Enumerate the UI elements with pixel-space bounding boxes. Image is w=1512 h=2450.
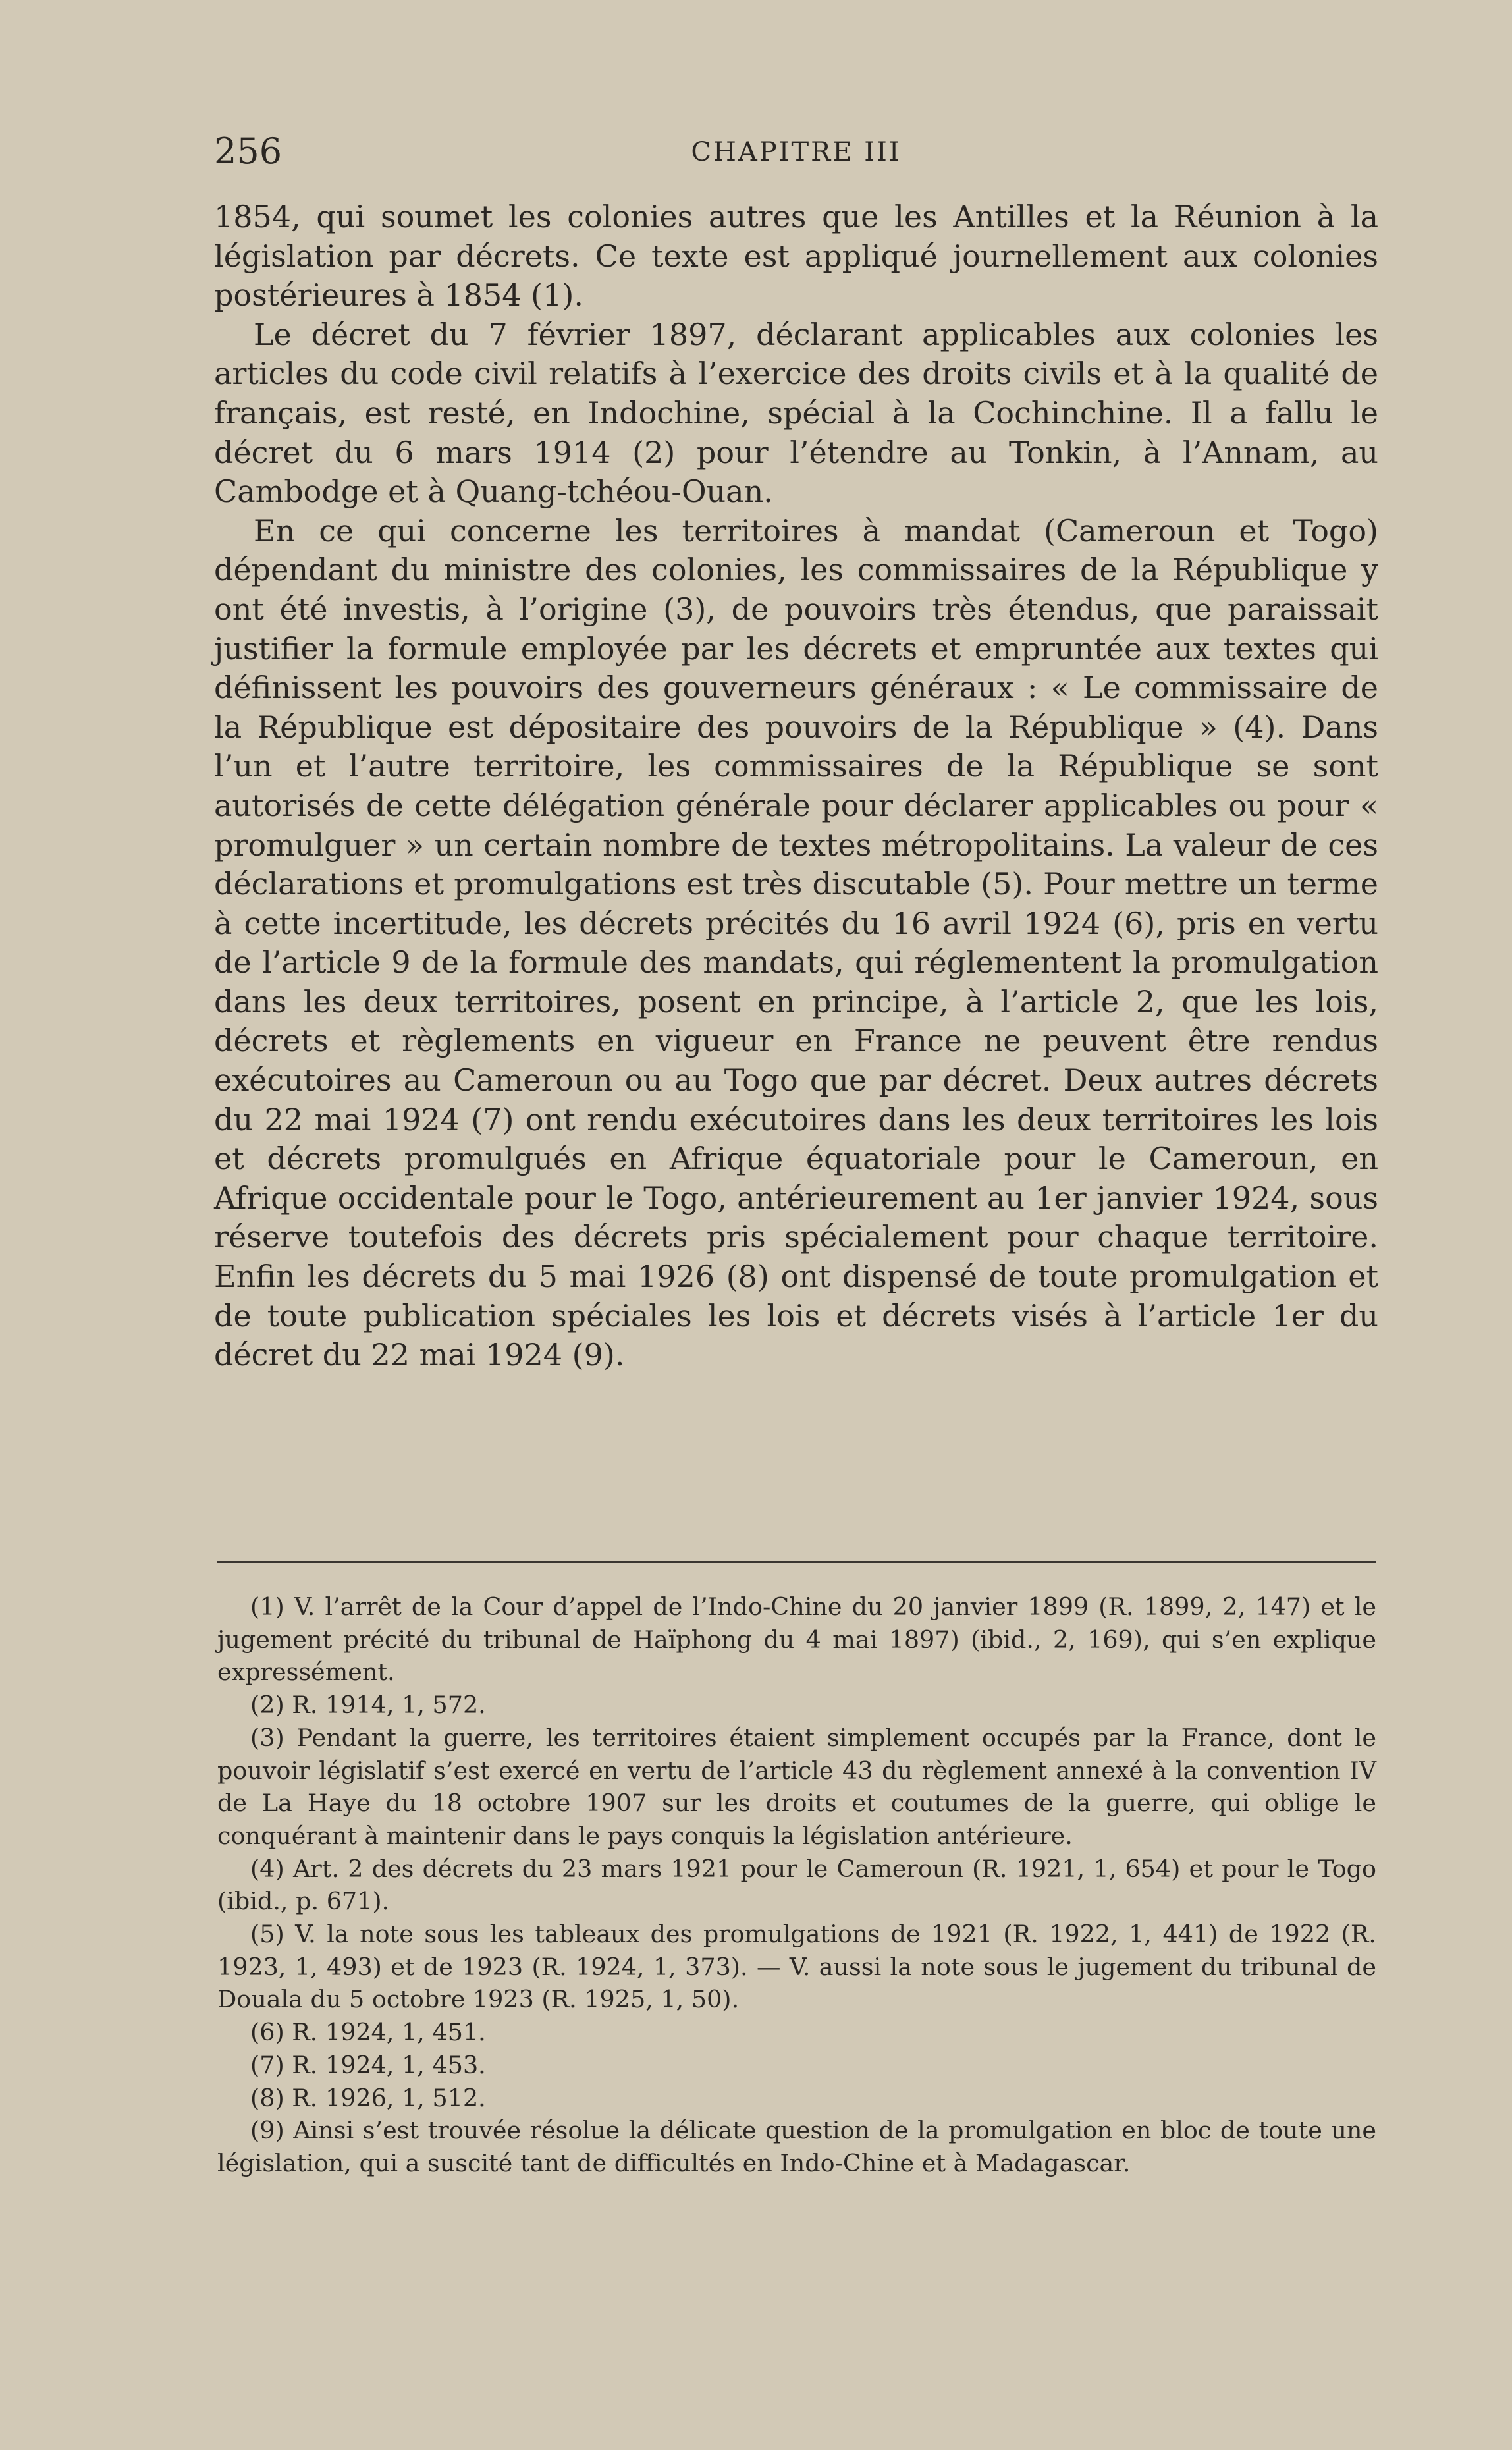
footnote-7: (7) R. 1924, 1, 453.	[250, 2050, 486, 2079]
footnote-2: (2) R. 1914, 1, 572.	[250, 1691, 486, 1720]
footnotes	[217, 1591, 1376, 2180]
paragraph: En ce qui concerne les territoires à mandat (Cameroun et Togo) dépendant du ministre des colonies, les commissaires de la République y ont été investis, à l’origine (3), de pouvoirs très étendus, que paraissait justifier la formule employée par les décrets et empruntée aux textes qui définissent les pouvoirs des gouverneurs généraux : « Le commissaire de la République est dépositaire des pouvoirs de la République » (4). Dans l’un et l’autre territoire, les commissaires de la République se sont autorisés de cette délégation générale pour déclarer applicables ou pour « promulguer » un certain nombre de textes métropolitains. La valeur de ces déclarations et promulgations est très discutable (5). Pour mettre un terme à cette incertitude, les décrets précités du 16 avril 1924 (6), pris en vertu de l’article 9 de la formule des mandats, qui réglementent la promulgation dans les deux territoires, posent en principe, à l’article 2, que les lois, décrets et règlements en vigueur en France ne peuvent être rendus exécutoires au Cameroun ou au Togo que par décret. Deux autres décrets du 22 mai 1924 (7) ont rendu exécutoires dans les deux territoires les lois et décrets promulgués en Afrique équatoriale pour le Cameroun, en Afrique occidentale pour le Togo, antérieurement au 1er janvier 1924, sous réserve toutefois des décrets pris spécialement pour chaque territoire. Enfin les décrets du 5 mai 1926 (8) ont dispensé de toute promulgation et de toute publication spéciales les lois et décrets visés à l’article 1er du décret du 22 mai 1924 (9).	[214, 512, 1378, 1373]
paragraph: Le décret du 7 février 1897, déclarant applicables aux colonies les articles du code civil relatifs à l’exercice des droits civils et à la qualité de français, est resté, en Indochine, spécial à la Cochinchine. Il a fallu le décret du 6 mars 1914 (2) pour l’étendre au Tonkin, à l’Annam, au Cambodge et à Quang-tchéou-Ouan.	[214, 316, 1378, 510]
page-number: 256	[214, 130, 283, 172]
running-head: CHAPITRE III	[691, 137, 902, 167]
footnote-8: (8) R. 1926, 1, 512.	[250, 2083, 486, 2112]
footnote-3: (3) Pendant la guerre, les territoires étaient simplement occupés par la France, dont le pouvoir législatif s’est exercé en vertu de l’article 43 du règlement annexé à la convention IV de La Haye du 18 octobre 1907 sur les droits et coutumes de la guerre, qui oblige le conquérant à maintenir dans le pays conquis la législation antérieure.	[217, 1723, 1376, 1850]
footnote-4: (4) Art. 2 des décrets du 23 mars 1921 pour le Cameroun (R. 1921, 1, 654) et pour le Togo (ibid., p. 671).	[217, 1854, 1376, 1916]
footnote-9: (9) Ainsi s’est trouvée résolue la délicate question de la promulgation en bloc de toute une législation, qui a suscité tant de difficultés en Indo-Chine et à Madagascar.	[217, 2116, 1376, 2177]
footnote-5: (5) V. la note sous les tableaux des promulgations de 1921 (R. 1922, 1, 441) de 1922 (R. 1923, 1, 493) et de 1923 (R. 1924, 1, 373). — V. aussi la note sous le jugement du tribunal de Douala du 5 octobre 1923 (R. 1925, 1, 50).	[217, 1920, 1376, 2014]
page-header	[214, 128, 1378, 175]
paragraph: 1854, qui soumet les colonies autres que les Antilles et la Réunion à la législation par décrets. Ce texte est appliqué journellement aux colonies postérieures à 1854 (1).	[214, 199, 1378, 313]
footnote-divider	[217, 1561, 1376, 1563]
footnote-6: (6) R. 1924, 1, 451.	[250, 2018, 486, 2047]
main-text	[214, 198, 1378, 1375]
footnote-1: (1) V. l’arrêt de la Cour d’appel de l’Indo-Chine du 20 janvier 1899 (R. 1899, 2, 147) et le jugement précité du tribunal de Haïphong du 4 mai 1897) (ibid., 2, 169), qui s’en explique expressément.	[217, 1592, 1376, 1687]
